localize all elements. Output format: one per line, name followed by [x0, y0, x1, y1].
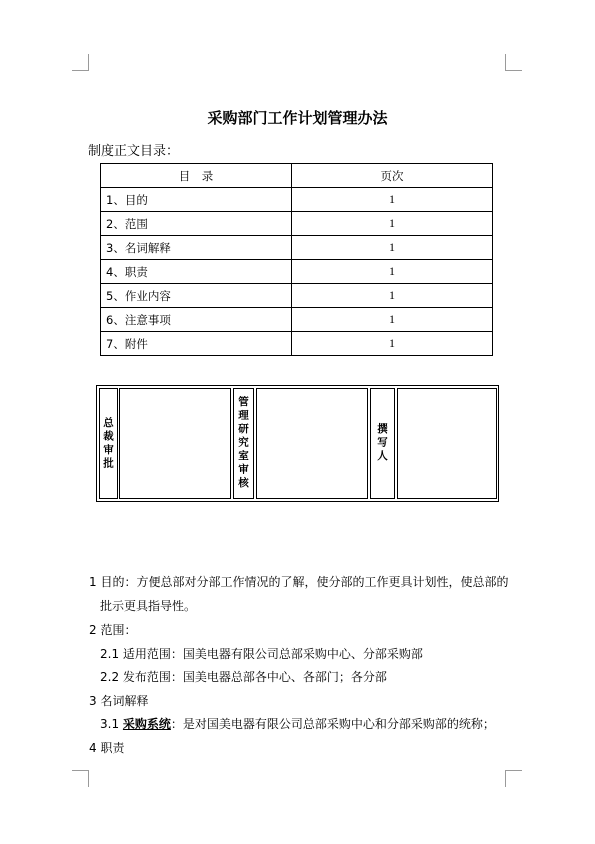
section-2-2-release: 2.2 发布范围：国美电器总部各中心、各部门；各分部	[100, 670, 387, 684]
toc-item-page: 1	[292, 188, 493, 212]
approval-table	[96, 385, 499, 502]
toc-item-name: 3、名词解释	[101, 236, 292, 260]
section-1-purpose-cont: 批示更具指导性。	[100, 599, 197, 613]
table-row	[101, 332, 493, 356]
table-row	[101, 236, 493, 260]
research-review-label: 管理研究室审核	[237, 396, 249, 491]
crop-mark-bottom-left	[72, 770, 89, 787]
definition-number: 3.1	[100, 717, 123, 731]
ceo-approval-label: 总裁审批	[102, 416, 114, 471]
crop-mark-top-right	[505, 54, 522, 71]
table-row	[101, 212, 493, 236]
toc-item-name: 6、注意事项	[101, 308, 292, 332]
crop-mark-bottom-right	[505, 770, 522, 787]
table-row	[101, 284, 493, 308]
toc-item-name: 1、目的	[101, 188, 292, 212]
author-label: 撰写人	[376, 423, 388, 464]
toc-item-page: 1	[292, 212, 493, 236]
toc-table	[100, 163, 493, 356]
section-2-title: 2 范围：	[89, 623, 137, 637]
section-3-1-definition	[100, 715, 495, 732]
definition-term: 采购系统	[122, 717, 171, 731]
section-1-purpose: 1 目的：方便总部对分部工作情况的了解，使分部的工作更具计划性，使总部的	[89, 575, 509, 589]
document-title: 采购部门工作计划管理办法	[207, 109, 388, 127]
ceo-approval-signature-cell	[119, 388, 231, 499]
research-review-label-cell	[233, 388, 254, 499]
section-2-1-scope: 2.1 适用范围：国美电器有限公司总部采购中心、分部采购部	[100, 647, 423, 661]
toc-item-name: 2、范围	[101, 212, 292, 236]
ceo-approval-label-cell	[99, 388, 118, 499]
table-row	[101, 188, 493, 212]
crop-mark-top-left	[72, 54, 89, 71]
toc-item-page: 1	[292, 236, 493, 260]
research-review-signature-cell	[256, 388, 368, 499]
toc-header-contents: 目 录	[101, 164, 292, 188]
author-label-cell	[370, 388, 395, 499]
toc-item-name: 5、作业内容	[101, 284, 292, 308]
toc-item-page: 1	[292, 308, 493, 332]
toc-header-page: 页次	[292, 164, 493, 188]
toc-header-row	[101, 164, 493, 188]
toc-item-page: 1	[292, 284, 493, 308]
toc-item-name: 4、职责	[101, 260, 292, 284]
table-row	[101, 260, 493, 284]
toc-item-name: 7、附件	[101, 332, 292, 356]
toc-heading: 制度正文目录：	[88, 144, 180, 159]
table-row	[101, 308, 493, 332]
definition-text: ：是对国美电器有限公司总部采购中心和分部采购部的统称；	[170, 717, 495, 731]
toc-item-page: 1	[292, 332, 493, 356]
section-4-title: 4 职责	[89, 741, 125, 755]
toc-item-page: 1	[292, 260, 493, 284]
section-3-title: 3 名词解释	[89, 694, 149, 708]
author-signature-cell	[397, 388, 497, 499]
